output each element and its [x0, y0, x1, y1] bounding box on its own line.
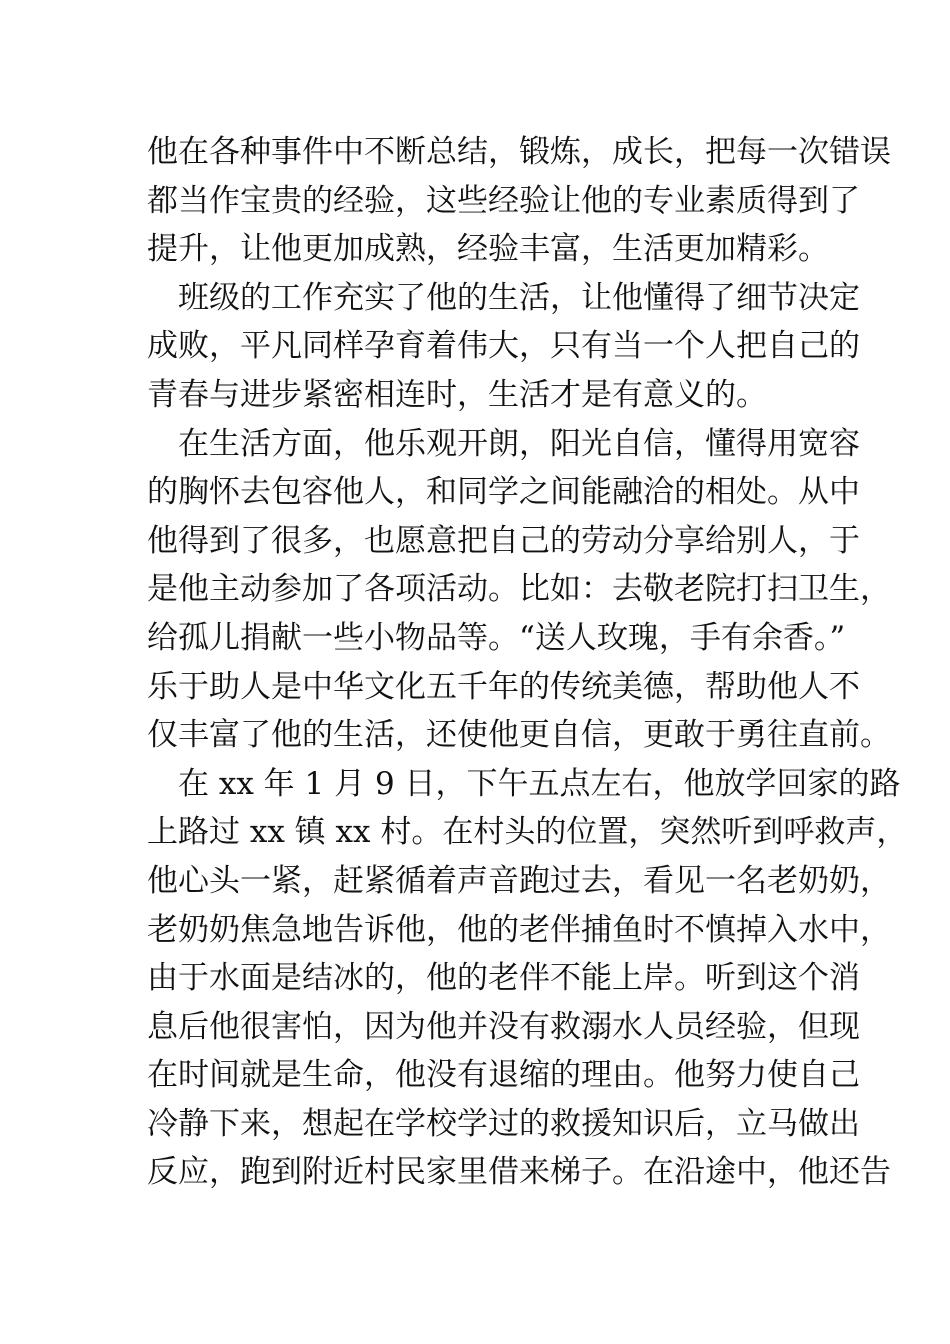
text-line: 乐于助人是中华文化五千年的传统美德，帮助他人不 [147, 668, 860, 705]
text-line: 仅丰富了他的生活，还使他更自信，更敢于勇往直前。 [147, 717, 891, 754]
text-line: 老奶奶焦急地告诉他，他的老伴捕鱼时不慎掉入水中， [147, 911, 891, 948]
text-line: 息后他很害怕，因为他并没有救溺水人员经验，但现 [147, 1008, 860, 1045]
text-line: 成败，平凡同样孕育着伟大，只有当一个人把自己的 [147, 328, 860, 365]
text-line: 给孤儿捐献一些小物品等。“送人玫瑰，手有余香。” [147, 619, 846, 656]
text-line: 他心头一紧，赶紧循着声音跑过去，看见一名老奶奶， [147, 862, 891, 899]
document-body [147, 128, 908, 1197]
paragraph-3 [147, 420, 891, 760]
text-line: 上路过 xx 镇 xx 村。在村头的位置，突然听到呼救声， [147, 814, 908, 851]
text-line: 冷静下来，想起在学校学过的救援知识后，立马做出 [147, 1105, 860, 1142]
text-line: 他得到了很多，也愿意把自己的劳动分享给别人，于 [147, 522, 860, 559]
text-line: 在生活方面，他乐观开朗，阳光自信，懂得用宽容 [147, 425, 860, 462]
text-line: 提升，让他更加成熟，经验丰富，生活更加精彩。 [147, 231, 829, 268]
text-line: 是他主动参加了各项活动。比如：去敬老院打扫卫生， [147, 571, 891, 608]
paragraph-2 [147, 274, 860, 420]
text-line: 都当作宝贵的经验，这些经验让他的专业素质得到了 [147, 182, 860, 219]
paragraph-4 [147, 760, 908, 1197]
text-line: 班级的工作充实了他的生活，让他懂得了细节决定 [147, 279, 860, 316]
text-line: 在时间就是生命，他没有退缩的理由。他努力使自己 [147, 1057, 860, 1094]
text-line: 在 xx 年 1 月 9 日，下午五点左右，他放学回家的路 [147, 765, 901, 802]
text-line: 青春与进步紧密相连时，生活才是有意义的。 [147, 376, 767, 413]
text-line: 反应，跑到附近村民家里借来梯子。在沿途中，他还告 [147, 1154, 891, 1191]
paragraph-1 [147, 128, 891, 274]
text-line: 的胸怀去包容他人，和同学之间能融洽的相处。从中 [147, 474, 860, 511]
text-line: 由于水面是结冰的，他的老伴不能上岸。听到这个消 [147, 960, 860, 997]
text-line: 他在各种事件中不断总结，锻炼，成长，把每一次错误 [147, 134, 891, 170]
